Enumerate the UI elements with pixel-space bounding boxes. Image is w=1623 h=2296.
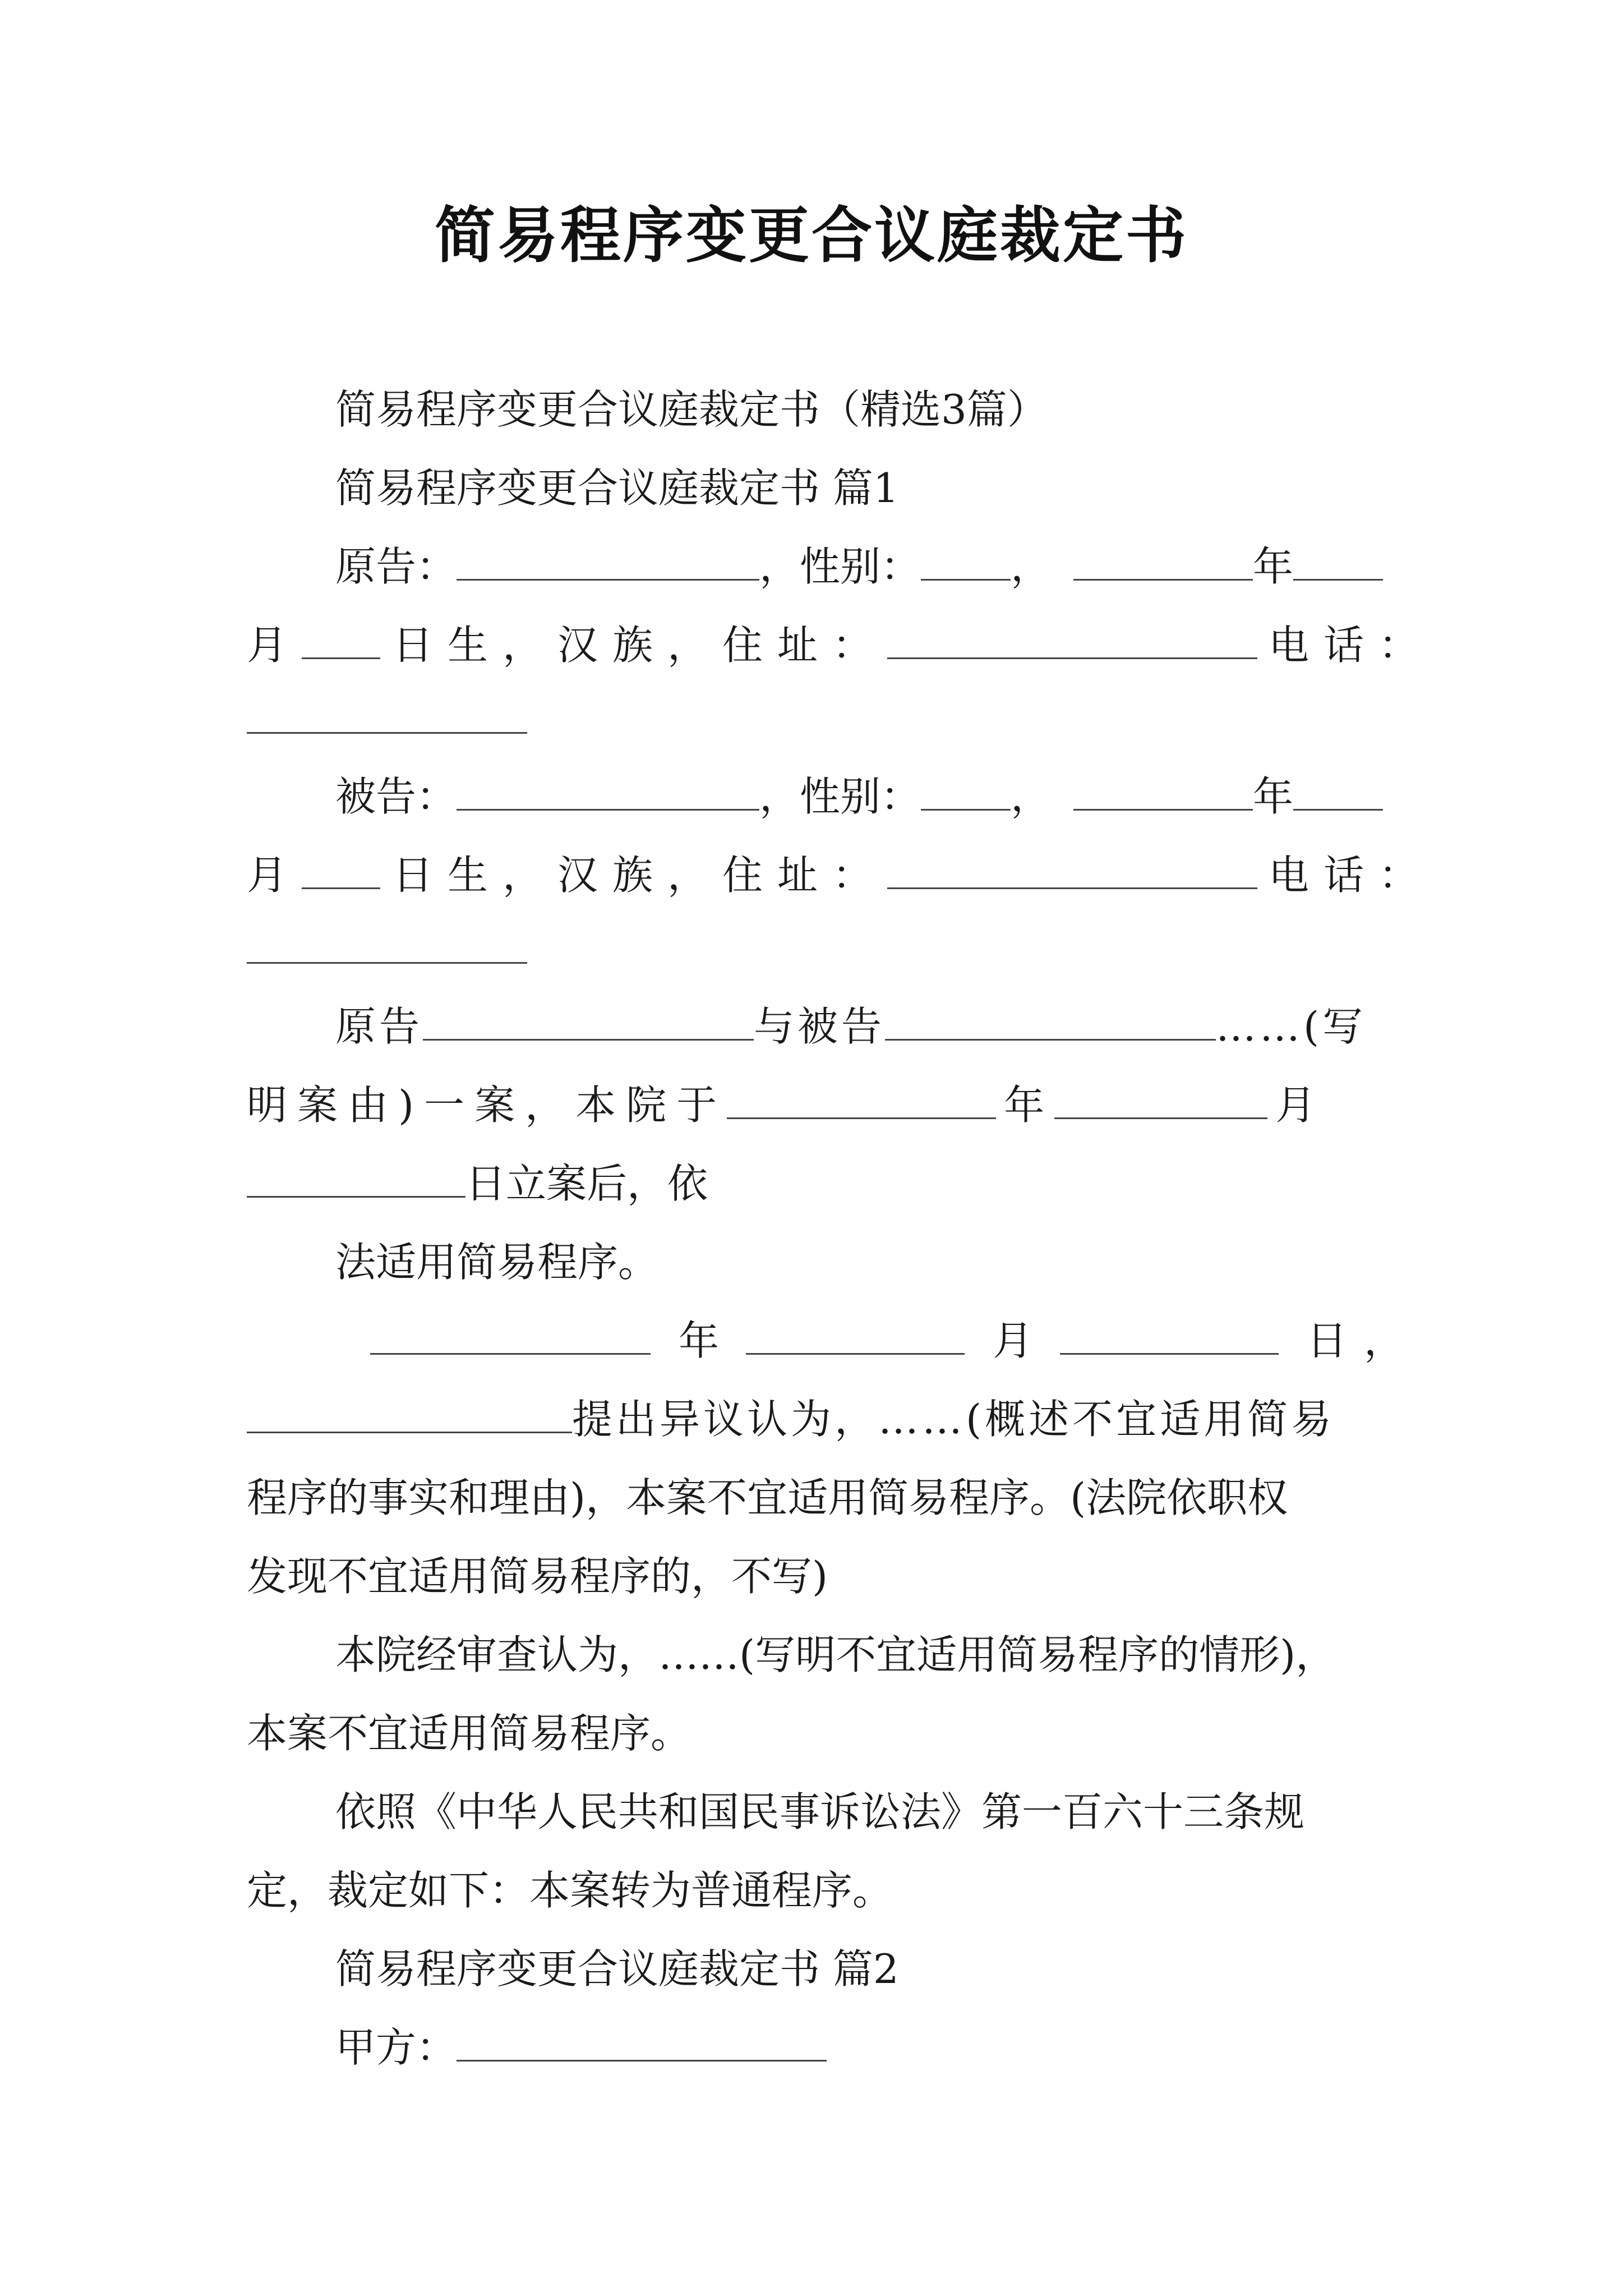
case-filed-text: 日立案后，依 — [465, 1160, 708, 1207]
plaintiff-gender-label: ，性别： — [759, 543, 921, 590]
objection-line-2 — [247, 1391, 1335, 1447]
review-line-2: 本案不宜适用简易程序。 — [247, 1710, 691, 1757]
case-plaintiff-blank — [423, 1000, 754, 1041]
case-line-4: 法适用简易程序。 — [335, 1239, 659, 1286]
plaintiff-year-blank — [1073, 540, 1253, 581]
ruling-line-1: 依照《中华人民共和国民事诉讼法》第一百六十三条规 — [335, 1788, 1305, 1835]
defendant-phone-label: 电话： — [1269, 852, 1434, 899]
review-line-1: 本院经审查认为，……(写明不宜适用简易程序的情形)， — [335, 1631, 1336, 1678]
defendant-gender-label: ，性别： — [759, 773, 921, 820]
plaintiff-day-blank — [302, 618, 380, 659]
party-a-line — [335, 2019, 827, 2076]
case-month-label: 月 — [1275, 1082, 1326, 1129]
plaintiff-phone-label: 电话： — [1269, 622, 1434, 669]
party-a-label: 甲方： — [335, 2024, 457, 2071]
defendant-gender-blank — [921, 770, 1011, 811]
plaintiff-address-blank — [887, 618, 1257, 659]
defendant-line-2 — [247, 847, 1433, 903]
plaintiff-month-blank — [1293, 540, 1383, 581]
plaintiff-gender-blank — [921, 540, 1011, 581]
party-a-blank — [457, 2021, 827, 2062]
section-heading-2: 简易程序变更合议庭裁定书 篇2 — [335, 1945, 899, 1993]
defendant-day-blank — [302, 848, 380, 889]
plaintiff-comma: ， — [1011, 543, 1052, 590]
objection-month-blank — [746, 1314, 965, 1355]
case-month-blank — [1054, 1078, 1267, 1119]
defendant-comma: ， — [1011, 773, 1052, 820]
case-day-blank — [247, 1157, 465, 1198]
objection-line-1 — [370, 1313, 1421, 1369]
defendant-year-blank — [1073, 770, 1253, 811]
case-line-1 — [335, 999, 1366, 1055]
case-line-3 — [247, 1156, 708, 1212]
case-defendant-blank — [885, 1000, 1216, 1041]
plaintiff-month-label: 月 — [247, 622, 302, 669]
document-title: 简易程序变更合议庭裁定书 — [434, 200, 1188, 271]
plaintiff-year-label: 年 — [1253, 543, 1294, 590]
objection-day-blank — [1060, 1314, 1279, 1355]
subtitle: 简易程序变更合议庭裁定书（精选3篇） — [335, 386, 1048, 433]
plaintiff-label: 原告： — [335, 543, 457, 590]
objection-day-label: 日， — [1307, 1317, 1422, 1364]
defendant-month-label: 月 — [247, 852, 302, 899]
ruling-line-2: 定，裁定如下：本案转为普通程序。 — [247, 1867, 893, 1914]
case-cause-text: 明案由)一案，本院于 — [247, 1082, 727, 1129]
defendant-phone-blank — [247, 962, 527, 964]
plaintiff-phone-blank — [247, 732, 527, 734]
case-defendant-label: 与被告 — [754, 1003, 886, 1050]
defendant-name-blank — [457, 770, 759, 811]
objection-text-1: 提出异议认为，……(概述不宜适用简易 — [572, 1396, 1335, 1443]
plaintiff-name-blank — [457, 540, 759, 581]
plaintiff-line-1 — [335, 539, 1383, 595]
objection-line-4: 发现不宜适用简易程序的，不写) — [247, 1553, 828, 1600]
case-cause-open: ……(写 — [1216, 1003, 1367, 1050]
plaintiff-born-label: 日生，汉族，住址： — [393, 622, 888, 669]
plaintiff-line-2 — [247, 617, 1433, 673]
defendant-year-label: 年 — [1253, 773, 1294, 820]
objection-year-label: 年 — [679, 1317, 724, 1364]
defendant-month-blank — [1293, 770, 1383, 811]
defendant-line-1 — [335, 769, 1383, 825]
defendant-label: 被告： — [335, 773, 457, 820]
case-line-2 — [247, 1077, 1326, 1133]
objection-month-label: 月 — [993, 1317, 1038, 1364]
defendant-born-label: 日生，汉族，住址： — [393, 852, 888, 899]
case-year-blank — [727, 1078, 996, 1119]
case-plaintiff-label: 原告 — [335, 1003, 423, 1050]
defendant-address-blank — [887, 848, 1257, 889]
section-heading-1: 简易程序变更合议庭裁定书 篇1 — [335, 464, 899, 512]
objection-party-blank — [247, 1392, 572, 1433]
objection-year-blank — [370, 1314, 651, 1355]
case-year-label: 年 — [1004, 1082, 1055, 1129]
objection-line-3: 程序的事实和理由)，本案不宜适用简易程序。(法院依职权 — [247, 1474, 1288, 1521]
